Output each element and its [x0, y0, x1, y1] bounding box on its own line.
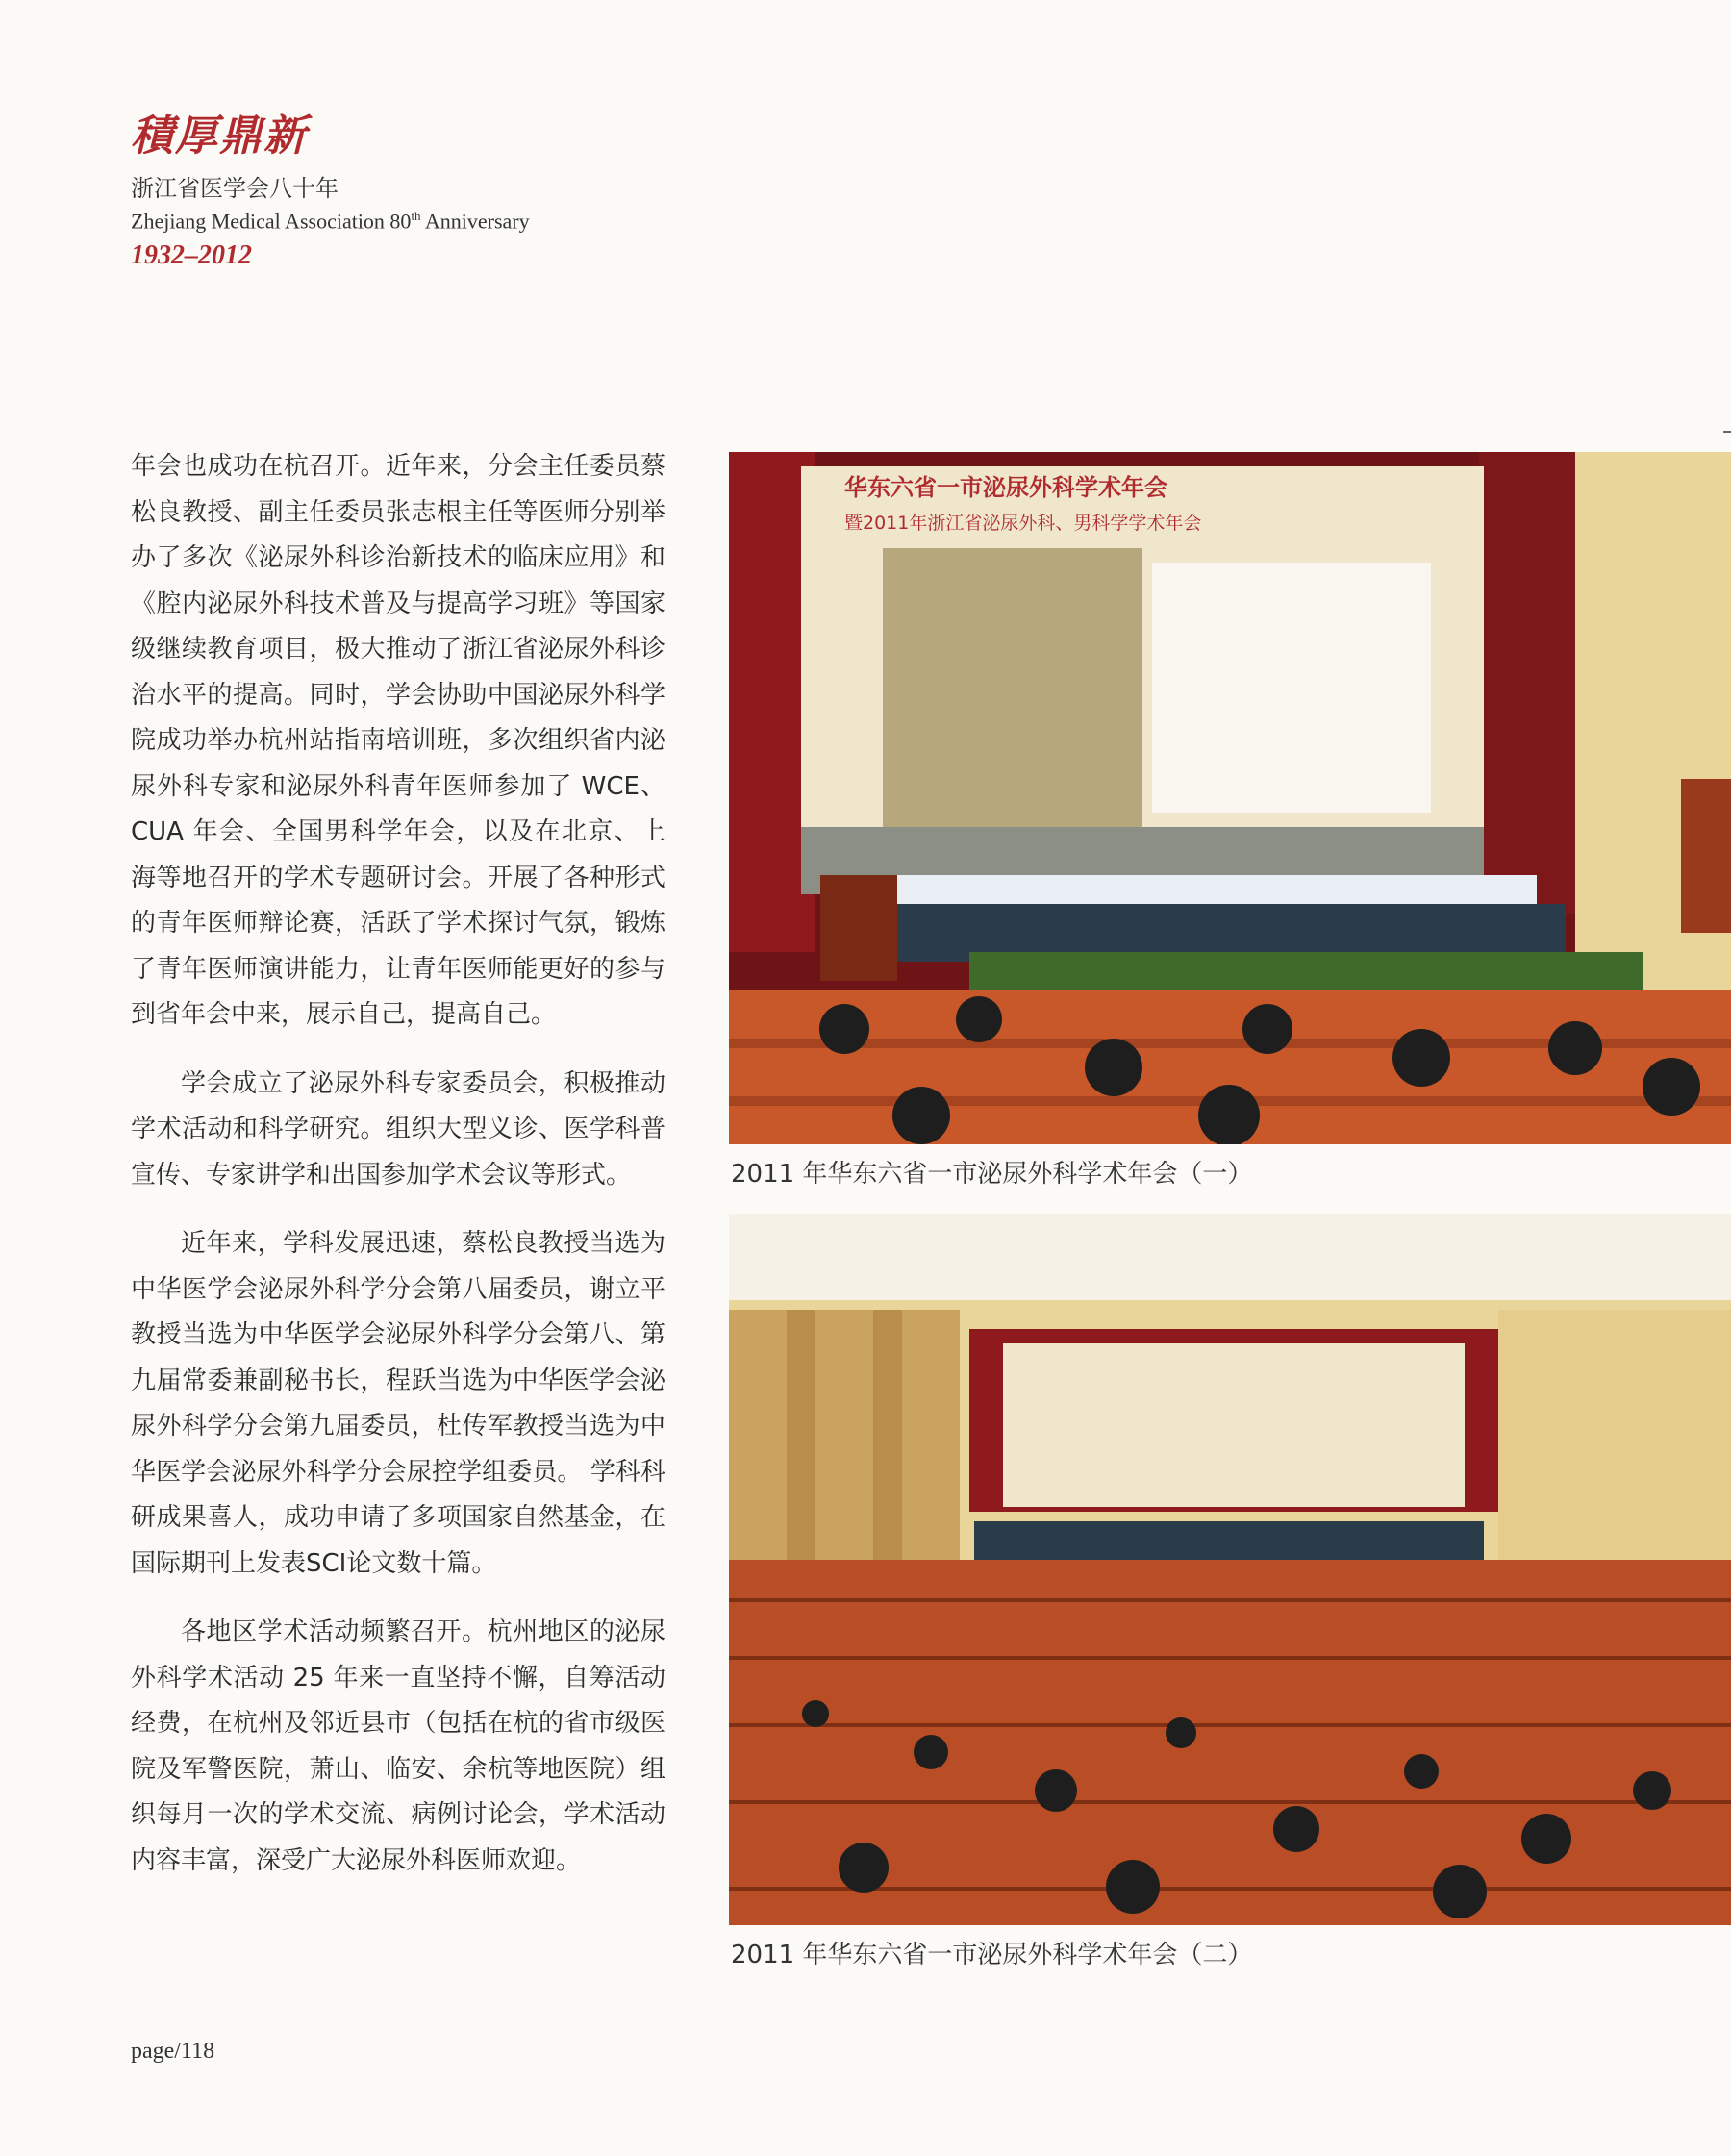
header-subtitle-en: Zhejiang Medical Association 80th Anniversary	[131, 209, 530, 234]
stage-photo-illustration	[729, 452, 1731, 1144]
photo-caption-2: 2011 年华东六省一市泌尿外科学术年会（二）	[731, 1941, 1253, 1969]
edge-mark	[1723, 431, 1731, 433]
paragraph: 近年来，学科发展迅速，蔡松良教授当选为中华医学会泌尿外科学分会第八届委员，谢立平教授当选为中华医学会泌尿外科学分会第八、第九届常委兼副秘书长，程跃当选为中华医学会泌尿外科学分会第九届委员，杜传军教授当选为中华医学会泌尿外科学分会尿控学组委员。 学科科研成果喜人，成功申请了多项国家自然基金，在国际期刊上发表SCI论文数十篇。	[131, 1229, 665, 1578]
paragraph: 学会成立了泌尿外科专家委员会，积极推动学术活动和科学研究。组织大型义诊、医学科普宣传、专家讲学和出国参加学术会议等形式。	[131, 1068, 665, 1190]
conference-photo-hall	[729, 1214, 1731, 1925]
page-header	[131, 113, 530, 271]
page-number: page/118	[131, 2039, 215, 2064]
header-years: 1932–2012	[131, 239, 252, 270]
hall-photo-illustration	[729, 1214, 1731, 1925]
brand-logo: 積厚鼎新	[131, 112, 308, 161]
paragraph: 各地区学术活动频繁召开。杭州地区的泌尿外科学术活动 25 年来一直坚持不懈，自筹活动经费，在杭州及邻近县市（包括在杭的省市级医院及军警医院，萧山、临安、余杭等地医院）组织每月一次的学术交流、病例讨论会，学术活动内容丰富，深受广大泌尿外科医师欢迎。	[131, 1617, 665, 1875]
article-body	[131, 444, 665, 1907]
banner-text-line1: 华东六省一市泌尿外科学术年会	[844, 474, 1167, 501]
banner-text-line2: 暨2011年浙江省泌尿外科、男科学学术年会	[844, 513, 1202, 534]
paragraph: 年会也成功在杭召开。近年来，分会主任委员蔡松良教授、副主任委员张志根主任等医师分别举办了多次《泌尿外科诊治新技术的临床应用》和《腔内泌尿外科技术普及与提高学习班》等国家级继续教育项目，极大推动了浙江省泌尿外科诊治水平的提高。同时，学会协助中国泌尿外科学院成功举办杭州站指南培训班，多次组织省内泌尿外科专家和泌尿外科青年医师参加了 WCE、CUA 年会、全国男科学年会，以及在北京、上海等地召开的学术专题研讨会。开展了各种形式的青年医师辩论赛，活跃了学术探讨气氛，锻炼了青年医师演讲能力，让青年医师能更好的参与到省年会中来，展示自己，提高自己。	[131, 452, 665, 1029]
conference-photo-stage	[729, 452, 1731, 1144]
header-subtitle-cn: 浙江省医学会八十年	[131, 175, 339, 203]
photo-caption-1: 2011 年华东六省一市泌尿外科学术年会（一）	[731, 1160, 1253, 1189]
